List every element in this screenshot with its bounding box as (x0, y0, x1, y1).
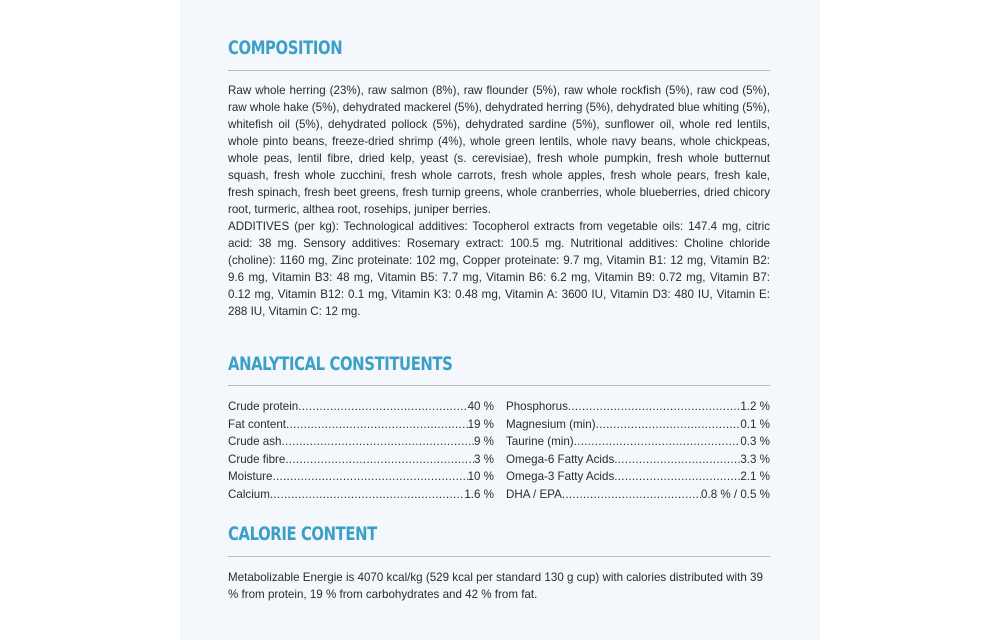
constituent-label: Crude ash (228, 435, 282, 448)
dot-leader (282, 433, 475, 451)
constituent-value: 1.2 % (740, 400, 770, 413)
constituent-label: Crude protein (228, 400, 299, 413)
constituent-value: 19 % (467, 417, 494, 431)
constituent-row (506, 451, 770, 469)
calorie-text: Metabolizable Energie is 4070 kcal/kg (529 kcal per standard 130 g cup) with calories distributed with 39 % from protein, 19 % from carbohydrates and 42 % from fat. (228, 571, 763, 601)
constituent-value: 10 % (467, 470, 494, 483)
constituent-row (228, 468, 494, 486)
constituent-label: DHA / EPA (506, 487, 562, 501)
dot-leader (568, 398, 740, 416)
constituent-label: Fat content (228, 417, 287, 431)
analytical-divider (228, 385, 770, 386)
dot-leader (614, 451, 740, 469)
constituent-row (228, 486, 494, 504)
constituent-value: 0.3 % (740, 435, 770, 448)
constituent-label: Taurine (min) (506, 435, 574, 448)
constituent-value: 9 % (474, 435, 494, 448)
constituent-row (228, 433, 494, 451)
dot-leader (574, 433, 741, 451)
dot-leader (298, 398, 467, 416)
constituent-label: Crude fibre (228, 452, 286, 466)
constituent-row (506, 433, 770, 451)
dot-leader (286, 416, 468, 434)
composition-section (228, 36, 770, 320)
calorie-section (228, 522, 770, 603)
constituent-value: 3 % (474, 452, 494, 466)
constituent-row (506, 486, 770, 504)
constituent-value: 3.3 % (740, 452, 770, 466)
constituent-value: 1.6 % (464, 487, 494, 501)
product-info-panel (180, 0, 820, 640)
constituent-label: Phosphorus (506, 400, 568, 413)
composition-additives: ADDITIVES (per kg): Technological additives: Tocopherol extracts from vegetable oils: 147.4 mg, citric acid: 38 mg. Sensory additives: Rosemary extract: 100.5 mg. Nutritional additives: Choline chloride (choline): 1160 mg, Zinc proteinate: 102 mg, Copper proteinate: 9.7 mg, Vitamin B1: 12 mg, Vitamin B2: 9.6 mg, Vitamin B3: 48 mg, Vitamin B5: 7.7 mg, Vitamin B6: 6.2 mg, Vitamin B9: 0.72 mg, Vitamin B7: 0.12 mg, Vitamin B12: 0.1 mg, Vitamin K3: 0.48 mg, Vitamin A: 3600 IU, Vitamin D3: 480 IU, Vitamin E: 288 IU, Vitamin C: 12 mg. (228, 220, 770, 318)
composition-ingredients: Raw whole herring (23%), raw salmon (8%), raw flounder (5%), raw whole rockfish (5%), raw cod (5%), raw whole hake (5%), dehydrated mackerel (5%), dehydrated herring (5%), dehydrated blue whiting (5%), whitefish oil (5%), dehydrated pollock (5%), dehydrated sardine (5%), sunflower oil, whole red lentils, whole pinto beans, freeze-dried shrimp (4%), whole green lentils, whole navy beans, whole chickpeas, whole peas, lentil fibre, dried kelp, yeast (s. cerevisiae), fresh whole pumpkin, fresh whole butternut squash, fresh whole zucchini, fresh whole carrots, fresh whole apples, fresh whole pears, fresh kale, fresh spinach, fresh beet greens, fresh turnip greens, whole cranberries, whole blueberries, dried chicory root, turmeric, althea root, rosehips, juniper berries. (228, 84, 770, 216)
dot-leader (285, 451, 474, 469)
calorie-heading: CALORIE CONTENT (228, 523, 377, 545)
constituent-label: Omega-6 Fatty Acids (506, 452, 615, 466)
composition-heading: COMPOSITION (228, 37, 343, 59)
calorie-divider (228, 556, 770, 557)
constituent-value: 2.1 % (740, 470, 770, 483)
constituent-row (228, 416, 494, 434)
analytical-heading: ANALYTICAL CONSTITUENTS (228, 353, 453, 375)
analytical-section (228, 352, 770, 386)
constituent-value: 0.8 % / 0.5 % (701, 487, 770, 501)
dot-leader (270, 486, 464, 504)
dot-leader (614, 468, 740, 486)
constituent-label: Magnesium (min) (506, 417, 596, 431)
constituent-value: 0.1 % (740, 417, 770, 431)
constituent-label: Moisture (228, 470, 273, 483)
constituent-label: Calcium (228, 487, 270, 501)
constituent-label: Omega-3 Fatty Acids (506, 470, 615, 483)
constituent-row (506, 398, 770, 416)
dot-leader (562, 486, 701, 504)
constituent-row (506, 468, 770, 486)
constituent-value: 40 % (467, 400, 494, 413)
constituents-right-column (506, 398, 770, 503)
constituent-row (228, 398, 494, 416)
dot-leader (272, 468, 467, 486)
dot-leader (596, 416, 741, 434)
constituent-row (228, 451, 494, 469)
composition-divider (228, 70, 770, 71)
constituents-left-column (228, 398, 494, 503)
constituent-row (506, 416, 770, 434)
